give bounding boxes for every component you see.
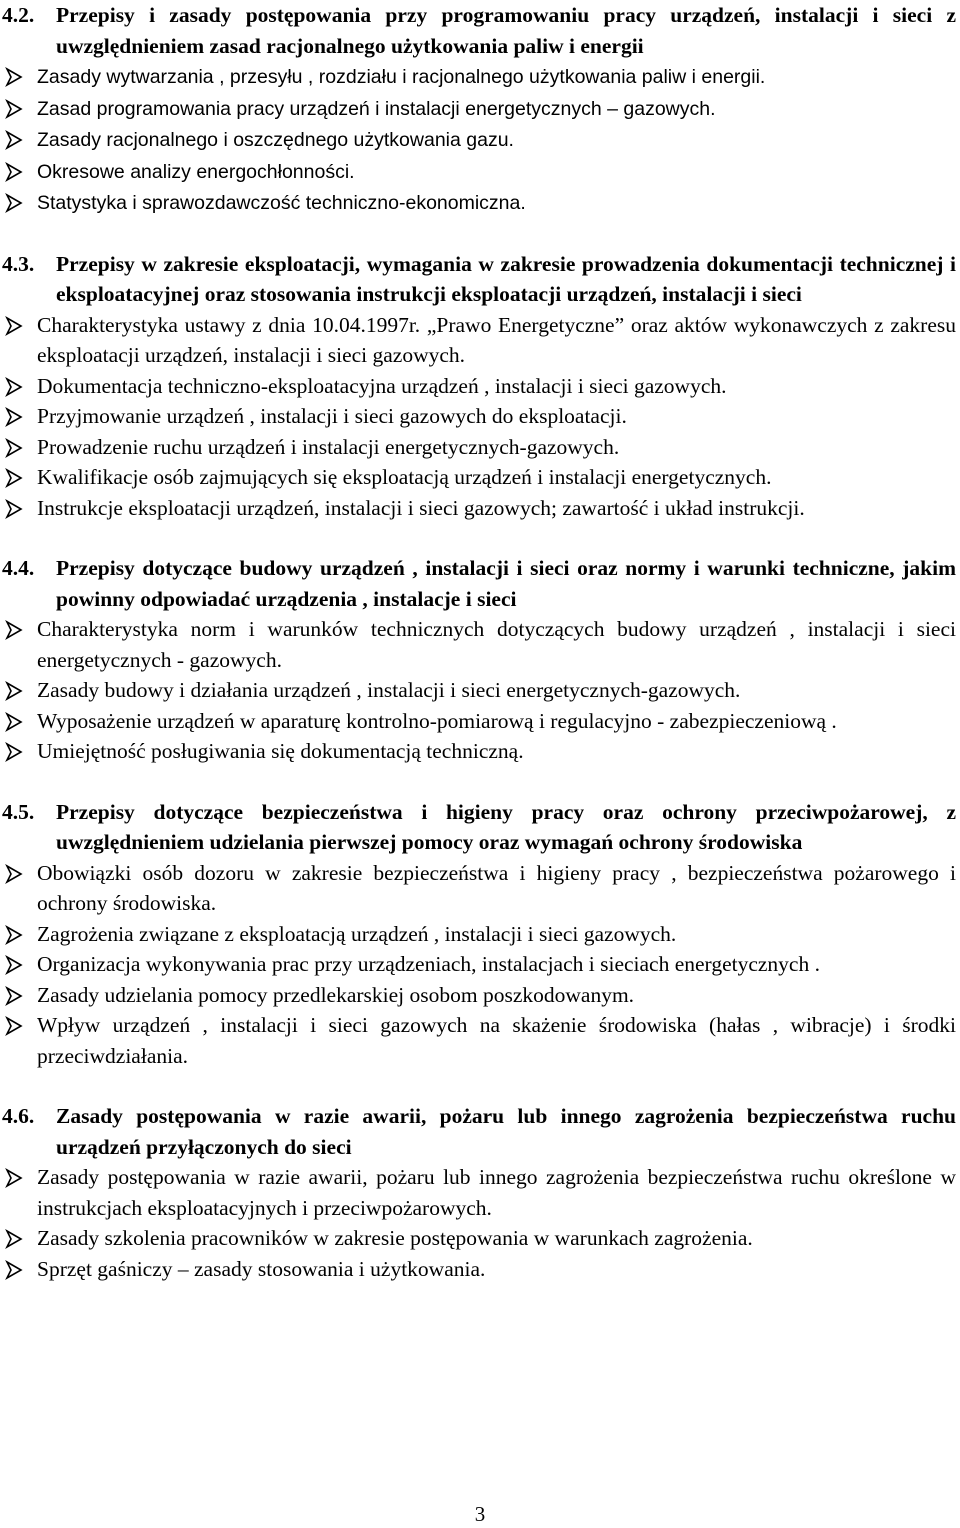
arrowhead-bullet-icon [4, 407, 24, 427]
section-heading [0, 0, 960, 61]
list-item [0, 493, 960, 524]
list-item-text: Zasady udzielania pomocy przedlekarskiej osobom poszkodowanym. [37, 982, 635, 1007]
list-item [0, 124, 960, 156]
list-item [0, 187, 960, 219]
arrowhead-bullet-icon [4, 864, 24, 884]
list-item-text: Zasad programowania pracy urządzeń i instalacji energetycznych – gazowych. [37, 97, 716, 120]
list-item [0, 675, 960, 706]
section-heading [0, 797, 960, 858]
section-heading [0, 553, 960, 614]
bullet-list [0, 614, 960, 767]
arrowhead-bullet-icon [4, 1229, 24, 1249]
list-item-text: Dokumentacja techniczno-eksploatacyjna urządzeń , instalacji i sieci gazowych. [37, 373, 727, 398]
list-item [0, 736, 960, 767]
arrowhead-bullet-icon [4, 925, 24, 945]
list-item-text: Umiejętność posługiwania się dokumentacją techniczną. [37, 739, 524, 763]
section-title: Przepisy dotyczące budowy urządzeń , instalacji i sieci oraz normy i warunki techniczne, jakim powinny odpowiadać urządzenia , instalacje i sieci [56, 556, 956, 611]
list-item [0, 93, 960, 125]
list-item-text: Organizacja wykonywania prac przy urządzeniach, instalacjach i sieciach energetycznych . [37, 952, 820, 976]
arrowhead-bullet-icon [4, 742, 24, 762]
list-item-text: Charakterystyka ustawy z dnia 10.04.1997r. „Prawo Energetyczne” oraz aktów wykonawczych z zakresu eksploatacji urządzeń, instalacji i sieci gazowych. [37, 312, 956, 367]
section-4-6 [0, 1101, 960, 1284]
list-item-text: Statystyka i sprawozdawczość techniczno-ekonomiczna. [37, 192, 526, 214]
list-item [0, 401, 960, 432]
section-4-5 [0, 797, 960, 1072]
list-item [0, 1223, 960, 1254]
list-item [0, 1162, 960, 1223]
arrowhead-bullet-icon [4, 499, 24, 519]
list-item-text: Wyposażenie urządzeń w aparaturę kontrolno-pomiarową i regulacyjno - zabezpieczeniową . [37, 708, 837, 733]
list-item [0, 949, 960, 980]
arrowhead-bullet-icon [4, 986, 24, 1006]
list-item [0, 980, 960, 1011]
arrowhead-bullet-icon [4, 130, 24, 150]
arrowhead-bullet-icon [4, 316, 24, 336]
list-item [0, 432, 960, 463]
section-heading [0, 249, 960, 310]
section-title: Zasady postępowania w razie awarii, pożaru lub innego zagrożenia bezpieczeństwa ruchu urządzeń przyłączonych do sieci [56, 1104, 956, 1159]
arrowhead-bullet-icon [4, 681, 24, 701]
list-item [0, 1254, 960, 1285]
section-number: 4.6. [2, 1104, 35, 1128]
section-title: Przepisy w zakresie eksploatacji, wymagania w zakresie prowadzenia dokumentacji technicznej i eksploatacyjnej oraz stosowania instrukcji eksploatacji urządzeń, instalacji i sieci [56, 251, 956, 306]
list-item-text: Instrukcje eksploatacji urządzeń, instalacji i sieci gazowych; zawartość i układ instrukcji. [37, 495, 805, 520]
arrowhead-bullet-icon [4, 620, 24, 640]
list-item-text: Wpływ urządzeń , instalacji i sieci gazowych na skażenie środowiska (hałas , wibracje) i środki przeciwdziałania. [37, 1013, 956, 1068]
arrowhead-bullet-icon [4, 377, 24, 397]
list-item [0, 1010, 960, 1071]
section-number: 4.5. [2, 799, 35, 824]
arrowhead-bullet-icon [4, 438, 24, 458]
list-item [0, 858, 960, 919]
list-item [0, 706, 960, 737]
list-item-text: Zasady szkolenia pracowników w zakresie postępowania w warunkach zagrożenia. [37, 1226, 753, 1250]
arrowhead-bullet-icon [4, 955, 24, 975]
list-item-text: Okresowe analizy energochłonności. [37, 160, 355, 183]
bullet-list [0, 61, 960, 219]
list-item [0, 919, 960, 950]
list-item [0, 614, 960, 675]
arrowhead-bullet-icon [4, 712, 24, 732]
list-item-text: Zasady racjonalnego i oszczędnego użytkowania gazu. [37, 129, 514, 151]
arrowhead-bullet-icon [4, 162, 24, 182]
list-item-text: Obowiązki osób dozoru w zakresie bezpieczeństwa i higieny pracy , bezpieczeństwa pożarowego i ochrony środowiska. [37, 860, 956, 915]
bullet-list [0, 858, 960, 1072]
arrowhead-bullet-icon [4, 1260, 24, 1280]
list-item [0, 371, 960, 402]
page-number: 3 [474, 1502, 486, 1526]
list-item-text: Przyjmowanie urządzeń , instalacji i sieci gazowych do eksploatacji. [37, 404, 627, 428]
list-item [0, 156, 960, 188]
section-heading [0, 1101, 960, 1162]
section-title: Przepisy dotyczące bezpieczeństwa i higieny pracy oraz ochrony przeciwpożarowej, z uwzględnieniem udzielania pierwszej pomocy oraz wymagań ochrony środowiska [56, 799, 956, 854]
bullet-list [0, 310, 960, 524]
list-item-text: Kwalifikacje osób zajmujących się eksploatacją urządzeń i instalacji energetycznych. [37, 465, 772, 489]
list-item [0, 462, 960, 493]
arrowhead-bullet-icon [4, 1016, 24, 1036]
section-number: 4.2. [2, 3, 35, 27]
section-4-2 [0, 0, 960, 219]
list-item-text: Sprzęt gaśniczy – zasady stosowania i użytkowania. [37, 1256, 486, 1281]
arrowhead-bullet-icon [4, 193, 24, 213]
list-item [0, 61, 960, 93]
arrowhead-bullet-icon [4, 99, 24, 119]
section-number: 4.3. [2, 251, 35, 276]
list-item-text: Prowadzenie ruchu urządzeń i instalacji energetycznych-gazowych. [37, 434, 620, 459]
bullet-list [0, 1162, 960, 1284]
list-item-text: Zasady postępowania w razie awarii, pożaru lub innego zagrożenia bezpieczeństwa ruchu określone w instrukcjach eksploatacyjnych i przeciwpożarowych. [37, 1165, 956, 1220]
list-item-text: Zagrożenia związane z eksploatacją urządzeń , instalacji i sieci gazowych. [37, 921, 677, 946]
section-4-3 [0, 249, 960, 524]
list-item-text: Charakterystyka norm i warunków technicznych dotyczących budowy urządzeń , instalacji i sieci energetycznych - gazowych. [37, 617, 956, 672]
arrowhead-bullet-icon [4, 67, 24, 87]
list-item-text: Zasady budowy i działania urządzeń , instalacji i sieci energetycznych-gazowych. [37, 678, 741, 702]
section-4-4 [0, 553, 960, 767]
section-number: 4.4. [2, 556, 35, 580]
section-title: Przepisy i zasady postępowania przy programowaniu pracy urządzeń, instalacji i sieci z uwzględnieniem zasad racjonalnego użytkowania paliw i energii [56, 3, 956, 58]
list-item-text: Zasady wytwarzania , przesyłu , rozdziału i racjonalnego użytkowania paliw i energii. [37, 66, 766, 88]
list-item [0, 310, 960, 371]
arrowhead-bullet-icon [4, 468, 24, 488]
arrowhead-bullet-icon [4, 1168, 24, 1188]
